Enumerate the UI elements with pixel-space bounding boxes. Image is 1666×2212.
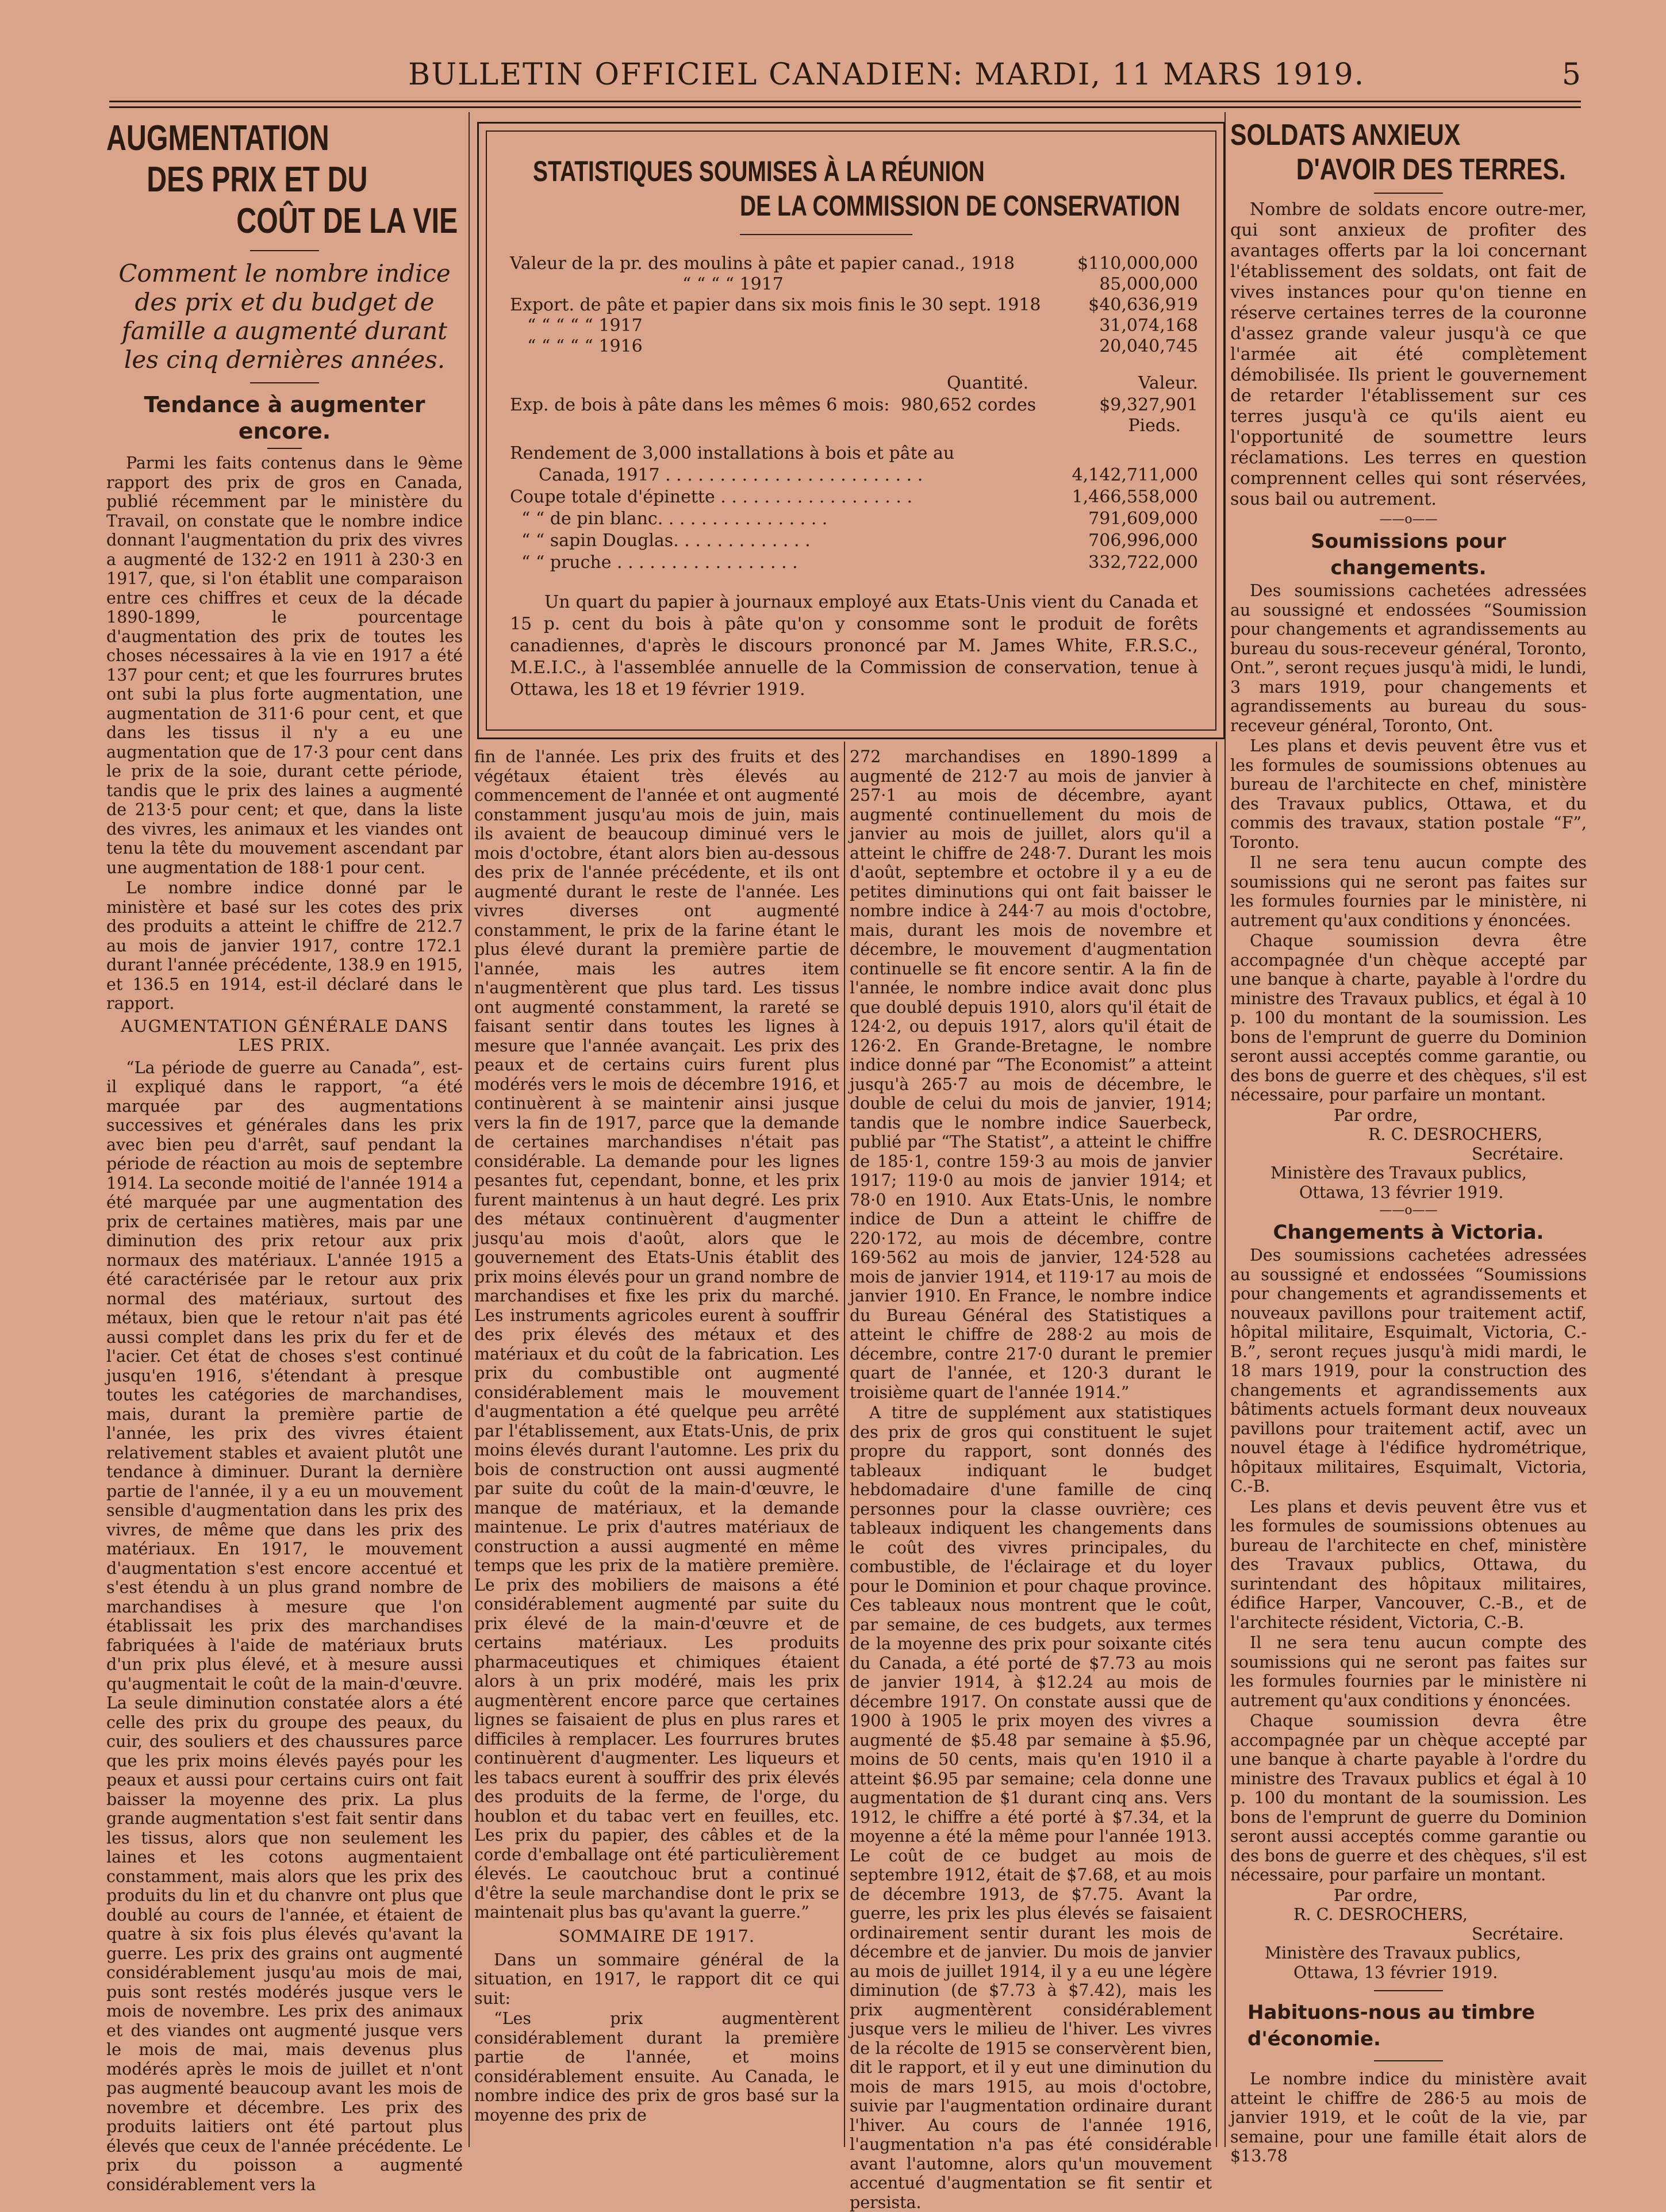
signature-line: Par ordre, — [1334, 1105, 1418, 1125]
masthead-title: BULLETIN OFFICIEL CANADIEN: MARDI, 11 MARS 1919. — [408, 57, 1365, 92]
timber-row-label: Rendement de 3,000 installations à bois et pâte au — [510, 443, 955, 463]
wood-row-val: $9,327,901 — [1099, 395, 1198, 415]
stat-row-label: Export. de pâte et papier dans six mois finis le 30 sept. 1918 — [510, 295, 1041, 315]
paragraph: Il ne sera tenu aucun compte des soumissions qui ne seront pas faites sur les formules fournies par le ministère, ni autrement qu'aux conditions y énoncées. — [1230, 853, 1587, 930]
signature-line: Secrétaire. — [1472, 1144, 1564, 1163]
stat-row-label: Valeur de la pr. des moulins à pâte et papier canad., 1918 — [510, 254, 1015, 274]
stat-row-label: “ “ “ “ 1917 — [682, 274, 784, 294]
wood-row-unit: Pieds. — [1128, 416, 1181, 436]
paragraph: Parmi les faits contenus dans le 9ème rapport des prix de gros en Canada, publié récemment par le ministère du Travail, on constate que le nombre indice donnant l'augmentation du prix des vivres a augmenté de 132·2 en 1911 à 230·3 en 1917, que, si l'on établit une comparaison entre ces chiffres et ceux de la décade 1890-1899, le pourcentage d'augmentation des prix de toutes les choses nécessaires à la vie en 1917 a été 137 pour cent; et que les fourrures brutes ont subi la plus forte augmentation, une augmentation de 311·6 pour cent, et que dans les tissus il n'y a eu une augmentation que de 17·3 pour cent dans le prix de la soie, durant cette période, tandis que le prix des laines a augmenté de 213·5 pour cent; et que, dans la liste des vivres, les animaux et les viandes ont tenu la tête du mouvement ascendant par une augmentation de 188·1 pour cent. — [106, 454, 463, 877]
headline-line: AUGMENTATION — [106, 118, 329, 158]
column-divider — [1216, 742, 1217, 2147]
timber-row-label: Canada, 1917 . . . . . . . . . . . . . . . . . . . . . . . . — [539, 465, 923, 485]
column-divider — [844, 742, 845, 2147]
paragraph: Des soumissions cachetées adressées au soussigné et endossées “Soumission pour changements et agrandissements au bureau du sous-receveur général, Toronto, Ont.”, seront reçues jusqu'à midi, le lundi, 3 mars 1919, pour changements et agrandissements au bureau du sous-receveur général, Toronto, Ont. — [1230, 581, 1587, 735]
paragraph: Les plans et devis peuvent être vus et les formules de soumissions obtenues au bureau de l'architecte en chef, ministère des Travaux publics, Ottawa, et du commis des travaux, station postale “F”, Toronto. — [1230, 736, 1587, 852]
right-column — [1230, 118, 1587, 2165]
stat-row-value: $110,000,000 — [1077, 254, 1198, 274]
headline-line: SOLDATS ANXIEUX — [1230, 118, 1461, 152]
box-title-line1: STATISTIQUES SOUMISES À LA RÉUNION — [533, 155, 985, 187]
article-headline — [106, 118, 462, 242]
wood-row-qty: 980,652 cordes — [901, 395, 1037, 415]
paragraph: Il ne sera tenu aucun compte des soumissions qui ne seront pas faites sur les formules fournies par le ministère ni autrement qu'aux conditions y énoncées. — [1230, 1633, 1587, 1710]
left-article — [106, 118, 463, 2194]
article-deck: Comment le nombre indice des prix et du budget de famille a augmenté durant les cinq dernières années. — [118, 259, 451, 374]
separator: ——o—— — [1379, 512, 1438, 527]
wood-header-qty: Quantité. — [947, 373, 1029, 393]
stat-row-value: 20,040,745 — [1099, 336, 1198, 356]
timber-row-value: 332,722,000 — [1088, 552, 1198, 573]
stat-row-value: 85,000,000 — [1099, 274, 1198, 294]
column-divider — [469, 112, 470, 2147]
signature-place: Ministère des Travaux publics, — [1265, 1944, 1521, 1963]
paragraph: Chaque soumission devra être accompagnée par un chèque accepté par une banque à charte payable à l'ordre du ministre des Travaux publics et égal à 10 p. 100 du montant de la soumission. Les bons de l'emprunt de guerre du Dominion seront aussi acceptés comme garantie ou des bons de guerre et des chèques, s'il est nécessaire, pour parfaire un montant. — [1230, 1711, 1587, 1884]
headline-line: COÛT DE LA VIE — [236, 201, 458, 241]
masthead — [109, 57, 1581, 98]
paragraph: Le nombre indice du ministère avait atteint le chiffre de 286·5 au mois de janvier 1919, et le coût de la vie, par semaine, pour une famille était alors de $13.78 — [1230, 2069, 1587, 2165]
section-head: AUGMENTATION GÉNÉRALE DANS LES PRIX. — [121, 1016, 448, 1055]
statistics-box-inner — [486, 130, 1216, 731]
statistics-box — [477, 122, 1225, 739]
timber-row-label: “ “ sapin Douglas. . . . . . . . . . . . . — [521, 531, 811, 551]
headline-line: D'AVOIR DES TERRES. — [1296, 153, 1566, 186]
box-footnote: Un quart du papier à journaux employé aux Etats-Unis vient du Canada et 15 p. cent du bois à pâte qu'on y consomme sont le produit de forêts canadiennes, d'après le discours prononcé par M. James White, F.R.S.C., M.E.I.C., à l'assemblée annuelle de la Commission de conservation, tenue à Ottawa, les 18 et 19 février 1919. — [510, 592, 1198, 700]
signature-line: R. C. DESROCHERS, — [1293, 1905, 1468, 1924]
section-head: Habituons-nous au timbre d'économie. — [1247, 2001, 1536, 2050]
paragraph: A titre de supplément aux statistiques des prix de gros qui constituent le sujet propre du rapport, sont donnés des tableaux indiquant le budget hebdomadaire d'une famille de cinq personnes pour la classe ouvrière; ces tableaux indiquent les changements dans le coût des vivres principales, du combustible, de l'éclairage et du loyer pour le Dominion et pour chaque province. Ces tableaux nous montrent que le coût, par semaine, de ces budgets, aux termes de la moyenne des prix pour soixante cités du Canada, a été porté de $7.73 au mois de janvier 1914, à $12.24 au mois de décembre 1917. On constate aussi que de 1900 à 1905 le prix moyen des vivres a augmenté de $5.48 par semaine à $5.96, moins de 50 cents, mais qu'en 1910 il a atteint $6.95 par semaine; cela donne une augmentation de $1 durant cinq ans. Vers 1912, le chiffre a été porté à $7.34, et la moyenne a été la même pour l'année 1913. Le coût de ce budget au mois de septembre 1912, était de $7.68, et au mois de décembre 1913, de $7.75. Avant la guerre, les prix les plus élevés se faisaient ordinairement sentir durant les mois de décembre et de janvier. Du mois de janvier au mois de juillet 1914, il y a eu une légère diminution (de $7.73 à $7.42), mais les prix augmentèrent considérablement jusque vers le milieu de l'hiver. Les vivres de la récolte de 1915 se conservèrent bien, dit le rapport, et il y eut une diminution du mois de mars 1915, au mois d'octobre, suivie par l'augmentation ordinaire durant l'hiver. Au cours de l'année 1916, l'augmentation n'a pas été considérable avant l'automne, alors qu'un mouvement accentué d'augmentation se fit sentir et persista. — [850, 1403, 1212, 2212]
separator: ——o—— — [1379, 1203, 1438, 1218]
stat-row-value: 31,074,168 — [1099, 316, 1198, 336]
wood-row-label: Exp. de bois à pâte dans les mêmes 6 mois: — [510, 395, 890, 415]
signature-place: Ottawa, 13 février 1919. — [1299, 1182, 1504, 1202]
timber-row-value: 1,466,558,000 — [1072, 487, 1198, 507]
timber-row-label: “ “ pruche . . . . . . . . . . . . . . . . . — [521, 552, 798, 573]
separator — [1374, 193, 1443, 194]
paragraph: “La période de guerre au Canada”, est-il expliqué dans le rapport, “a été marquée par des augmentations successives et générales dans les prix avec bien peu d'arrêt, sauf pendant la période de réaction au mois de septembre 1914. La seconde moitié de l'année 1914 a été marquée par une augmentation des prix de certaines matières, mais par une diminution des prix retour aux prix normaux des matériaux. L'année 1915 a été caractérisée par le retour aux prix normal des matériaux, surtout des métaux, bien que le retour n'ait pas été aussi complet dans les prix du fer et de l'acier. Cet état de choses s'est continué jusqu'en 1916, s'étendant à presque toutes les catégories de marchandises, mais, durant la première partie de l'année, les prix des vivres étaient relativement stables et avaient plutôt une tendance à diminuer. Durant la dernière partie de l'année, il y a eu un mouvement sensible d'augmentation dans les prix des vivres, de même que dans les prix des matériaux. En 1917, le mouvement d'augmentation s'est encore accentué et s'est étendu à un plus grand nombre de marchandises à mesure que l'on établissait les prix des marchandises fabriquées à l'aide de matériaux bruts d'un prix plus élevé, et à mesure aussi qu'augmentait le coût de la main-d'œuvre. La seule diminution constatée alors a été celle des prix du groupe des peaux, du cuir, des souliers et des chaussures parce que les prix moins élevés payés pour les peaux et aussi pour certains cuirs ont fait baisser la moyenne des prix. La plus grande augmentation s'est fait sentir dans les tissus, alors que non seulement les laines et les cotons augmentaient constamment, mais alors que les prix des produits du lin et du chanvre ont plus que doublé au cours de l'année, et étaient de quatre à six fois plus élevés qu'avant la guerre. Les prix des grains ont augmenté considérablement jusqu'au mois de mai, puis sont restés modérés jusque vers le mois de novembre. Les prix des animaux et des viandes ont augmenté jusque vers le mois de mai, mais devenus plus modérés après le mois de juillet et n'ont pas augmenté beaucoup avant les mois de novembre et décembre. Les prix des produits laitiers ont été partout plus élevés que ceux de l'année précédente. Le prix du poisson a augmenté considérablement vers la — [106, 1058, 463, 2194]
section-head: SOMMAIRE DE 1917. — [558, 1926, 755, 1946]
signature-line: R. C. DESROCHERS, — [1368, 1125, 1542, 1144]
separator — [267, 448, 302, 449]
paragraph: Chaque soumission devra être accompagnée d'un chèque accepté par une banque à charte, payable à l'ordre du ministre des Travaux publics, et égal à 10 p. 100 du montant de la soumission. Les bons de l'emprunt de guerre du Dominion seront aussi acceptés comme garantie, ou des bons de guerre et des chèques, s'il est nécessaire, pour parfaire un montant. — [1230, 931, 1587, 1104]
separator — [250, 382, 319, 383]
box-title-line2: DE LA COMMISSION DE CONSERVATION — [740, 190, 1180, 222]
timber-row-value: 791,609,000 — [1088, 509, 1198, 529]
signature-line: Secrétaire. — [1472, 1924, 1564, 1944]
section-head: Changements à Victoria. — [1273, 1221, 1544, 1244]
wood-header-val: Valeur. — [1138, 373, 1198, 393]
stat-row-value: $40,636,919 — [1088, 295, 1198, 315]
article-subhead: Tendance à augmenter encore. — [144, 392, 425, 444]
paragraph: Dans un sommaire général de la situation, en 1917, le rapport dit ce qui suit: — [474, 1950, 839, 2008]
paragraph: Des soumissions cachetées adressées au soussigné et endossées “Soumissions pour changements et agrandissements et nouveaux pavillons pour traitement actif, hôpital militaire, Esquimalt, Victoria, C.-B.”, seront reçues jusqu'à midi mardi, le 18 mars 1919, pour la construction des changements et agrandissements aux bâtiments actuels formant deux nouveaux pavillons pour traitement actif, avec un nouvel étage à l'édifice hydrométrique, hôpitaux militaires, Esquimalt, Victoria, C.-B. — [1230, 1246, 1587, 1496]
stat-row-label: “ “ “ “ “ 1917 — [527, 316, 643, 336]
soldats-headline — [1230, 118, 1587, 187]
separator — [1374, 2060, 1443, 2061]
paragraph: fin de l'année. Les prix des fruits et des végétaux étaient très élevés au commencement de l'année et ont augmenté constamment jusqu'au mois de juin, mais ils avaient de beaucoup diminué vers le mois d'octobre, étant alors bien au-dessous des prix de l'année précédente, et ils ont augmenté durant le reste de l'année. Les vivres diverses ont augmenté constamment, le prix de la farine étant le plus élevé durant la première partie de l'année, mais les autres item n'augmentèrent que plus tard. Les tissus ont augmenté constamment, la rareté se faisant sentir dans toutes les lignes à mesure que l'année avançait. Les prix des peaux et de certains cuirs furent plus modérés vers le mois de décembre 1916, et continuèrent à se maintenir ainsi jusque vers la fin de 1917, parce que la demande de certaines marchandises n'était pas considérable. La demande pour les lignes pesantes fut, cependant, bonne, et les prix furent maintenus à un haut degré. Les prix des métaux continuèrent d'augmenter jusqu'au mois d'août, alors que le gouvernement des Etats-Unis établit des prix moins élevés pour un grand nombre de marchandises et fixe les prix du marché. Les instruments agricoles eurent à souffrir des prix élevés des métaux et des matériaux et du coût de la fabrication. Les prix du combustible ont augmenté considérablement mais le mouvement d'augmentation a été quelque peu arrêté par l'établissement, aux Etats-Unis, de prix moins élevés durant l'automne. Les prix du bois de construction ont aussi augmenté par suite du coût de la main-d'œuvre, le manque de matériaux, et la demande maintenue. Le prix d'autres matériaux de construction a aussi augmenté en même temps que les prix de la matière première. Le prix des mobiliers de maisons a été considérablement augmenté par suite du prix élevé de la main-d'œuvre et de certains matériaux. Les produits pharmaceutiques et chimiques étaient alors à un prix modéré, mais les prix augmentèrent encore parce que certaines lignes se faisaient de plus en plus rares et difficiles à remplacer. Les fourrures brutes continuèrent d'augmenter. Les liqueurs et les tabacs eurent à souffrir des prix élevés des produits de la ferme, de l'orge, du houblon et du tabac vert en feuilles, etc. Les prix du papier, des câbles et de la corde d'emballage ont été particulièrement élevés. Le caoutchouc brut a continué d'être la seule marchandise dont le prix se maintenait plus bas qu'avant la guerre.” — [474, 747, 839, 1922]
paragraph: Le nombre indice donné par le ministère et basé sur les cotes des prix des produits a atteint le chiffre de 212.7 au mois de janvier 1917, contre 172.1 durant l'année précédente, 138.9 en 1915, et 136.5 en 1914, est-il déclaré dans le rapport. — [106, 878, 463, 1013]
page-number: 5 — [1561, 57, 1581, 92]
timber-row-value: 4,142,711,000 — [1072, 465, 1198, 485]
signature-place: Ministère des Travaux publics, — [1270, 1163, 1527, 1182]
box-title-rule — [740, 234, 912, 235]
signature-place: Ottawa, 13 février 1919. — [1293, 1963, 1498, 1982]
section-head: Soumissions pour changements. — [1311, 530, 1506, 579]
middle-column-2 — [850, 747, 1212, 2212]
paragraph: Les plans et devis peuvent être vus et les formules de soumissions obtenues au bureau de l'architecte en chef, ministère des Travaux publics, Ottawa, du surintendant des hôpitaux militaires, édifice Harper, Vancouver, C.-B., et de l'architecte résident, Victoria, C.-B. — [1230, 1497, 1587, 1632]
timber-row-label: “ “ de pin blanc. . . . . . . . . . . . . . . . — [521, 509, 828, 529]
masthead-rule-bottom — [109, 106, 1581, 108]
timber-row-value: 706,996,000 — [1088, 531, 1198, 551]
paragraph: Nombre de soldats encore outre-mer, qui sont anxieux de profiter des avantages offerts par la loi concernant l'établissement des soldats, ont fait de vives instances pour qu'on tienne en réserve certaines terres de la couronne d'assez grande valeur jusqu'à ce que l'armée ait été complètement démobilisée. Ils prient le gouvernement de retarder l'établissement sur ces terres jusqu'à ce qu'ils aient eu l'opportunité de soumettre leurs réclamations. Les terres en question comprennent celles qui sont réservées, sous bail ou autrement. — [1230, 199, 1587, 509]
separator — [1374, 1990, 1443, 1991]
separator — [250, 250, 319, 251]
paragraph: 272 marchandises en 1890-1899 a augmenté de 212·7 au mois de janvier à 257·1 au mois de décembre, ayant augmenté continuellement du mois de janvier au mois de juillet, alors qu'il a atteint le chiffre de 248·7. Durant les mois d'août, septembre et octobre il y a eu de petites diminutions qui ont fait baisser le nombre indice à 244·7 au mois d'octobre, mais, durant les mois de novembre et décembre, le mouvement d'augmentation continuelle se fit encore sentir. A la fin de l'année, le nombre indice avait donc plus que doublé depuis 1910, alors qu'il était de 124·2, ou depuis 1917, alors qu'il était de 126·2. En Grande-Bretagne, le nombre indice donné par “The Economist” a atteint jusqu'à 265·7 au mois de décembre, le double de celui du mois de janvier, 1914; tandis que le nombre indice Sauerbeck, publié par “The Statist”, a atteint le chiffre de 185·1, contre 159·3 au mois de janvier 1917; 119·0 au mois de janvier 1914; et 78·0 en 1910. Aux Etats-Unis, le nombre indice de Dun a atteint le chiffre de 220·172, au mois de décembre, contre 169·562 au mois de janvier, 124·528 au mois de janvier 1914, et 119·17 au mois de janvier 1910. En France, le nombre indice du Bureau Général des Statistiques a atteint le chiffre de 288·2 au mois de décembre, contre 217·0 durant le premier quart de l'année, et 120·3 durant le troisième quart de l'année 1914.” — [850, 747, 1212, 1402]
stat-row-label: “ “ “ “ “ 1916 — [527, 336, 643, 356]
headline-line: DES PRIX ET DU — [147, 160, 368, 199]
timber-row-label: Coupe totale d'épinette . . . . . . . . . . . . . . . . . . — [510, 487, 913, 507]
paragraph: “Les prix augmentèrent considérablement durant la première partie de l'année, et moins considérablement ensuite. Au Canada, le nombre indice des prix de gros basé sur la moyenne des prix de — [474, 2009, 839, 2125]
middle-column-1 — [474, 747, 839, 2147]
masthead-rule-top — [109, 101, 1581, 102]
signature-line: Par ordre, — [1334, 1885, 1418, 1905]
